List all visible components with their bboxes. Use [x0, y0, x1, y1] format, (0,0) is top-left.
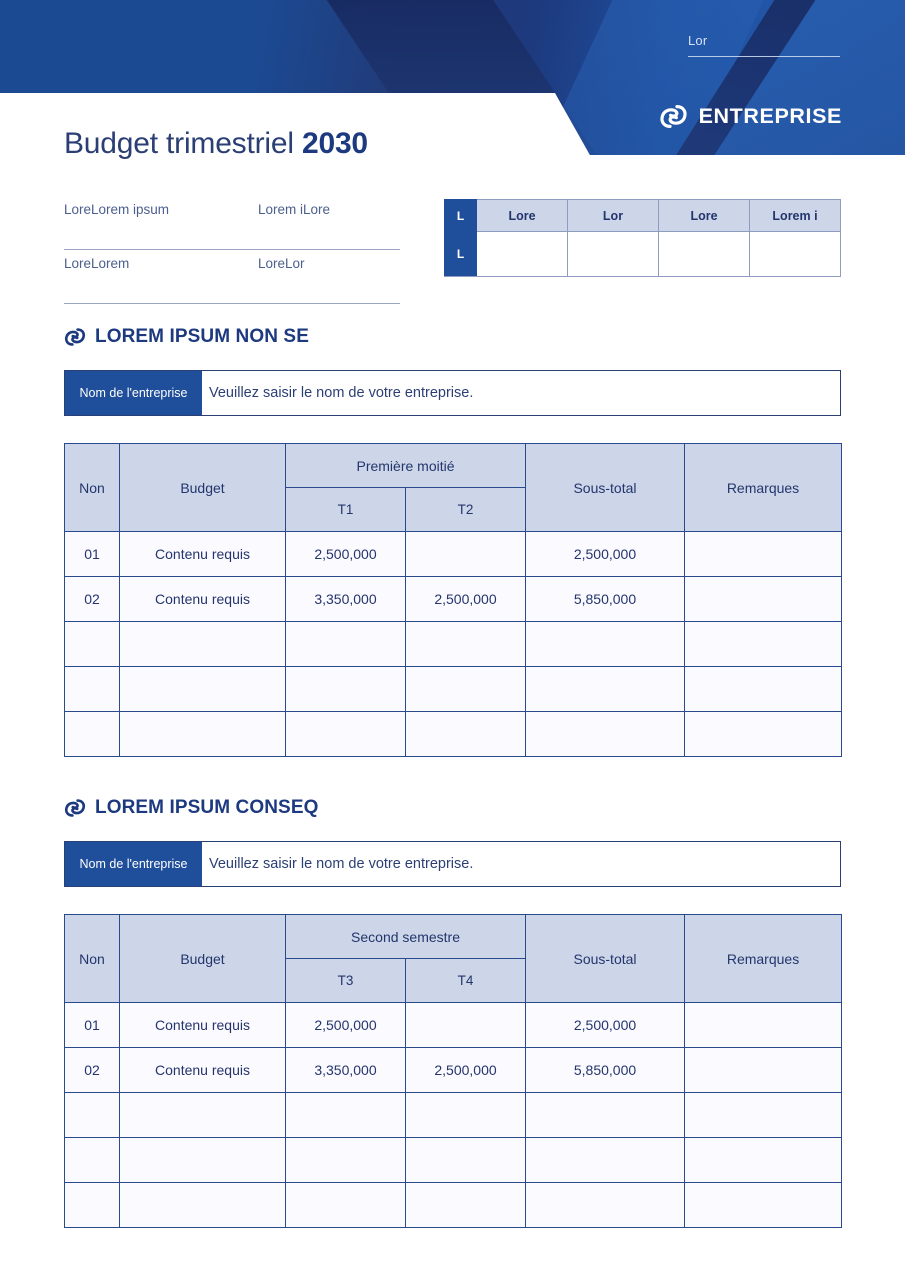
section-title-text: LOREM IPSUM CONSEQ [95, 797, 319, 818]
cell-non[interactable] [65, 1138, 120, 1183]
col-header-subtotal: Sous-total [526, 444, 685, 532]
mini-table-body-cell[interactable] [750, 232, 840, 276]
table-body [65, 1003, 842, 1228]
col-header-non: Non [65, 444, 120, 532]
table-header-row-top [65, 444, 842, 488]
info-field-underline [64, 303, 400, 304]
company-name-value[interactable]: Veuillez saisir le nom de votre entreprise. [202, 842, 840, 886]
info-field-row[interactable] [64, 250, 400, 304]
company-name-field[interactable] [64, 370, 841, 416]
cell-q1[interactable] [286, 622, 406, 667]
cell-q3[interactable] [286, 1138, 406, 1183]
info-field-label-right: Lorem iLore [258, 202, 331, 217]
mini-table-body-cell[interactable] [659, 232, 749, 276]
cell-q4[interactable] [406, 1093, 526, 1138]
page-title [64, 127, 368, 161]
cell-budget[interactable]: Contenu requis [120, 577, 286, 622]
mini-table-column [477, 199, 568, 276]
cell-q1[interactable]: 3,350,000 [286, 577, 406, 622]
cell-q4[interactable] [406, 1138, 526, 1183]
table-header-row-top [65, 915, 842, 959]
cell-remarks[interactable] [685, 1003, 842, 1048]
cell-q2[interactable]: 2,500,000 [406, 577, 526, 622]
col-header-remarks: Remarques [685, 915, 842, 1003]
cell-non[interactable]: 01 [65, 1003, 120, 1048]
cell-remarks[interactable] [685, 1093, 842, 1138]
header-input-field[interactable] [688, 33, 840, 57]
company-name-label: Nom de l'entreprise [65, 842, 202, 886]
col-header-q2: T2 [406, 488, 526, 532]
budget-table-first-half [64, 443, 842, 757]
mini-table-column [568, 199, 659, 276]
cell-remarks[interactable] [685, 712, 842, 757]
info-field-label-left: LoreLorem [64, 256, 130, 271]
cell-remarks[interactable] [685, 1048, 842, 1093]
cell-non[interactable] [65, 1183, 120, 1228]
col-header-budget: Budget [120, 444, 286, 532]
page-title-prefix: Budget trimestriel [64, 127, 302, 160]
section-title-text: LOREM IPSUM NON SE [95, 326, 309, 347]
col-header-budget: Budget [120, 915, 286, 1003]
col-header-group: Première moitié [286, 444, 526, 488]
brand-name-text: ENTREPRISE [698, 104, 842, 128]
mini-side-label: L [456, 208, 465, 223]
col-header-group: Second semestre [286, 915, 526, 959]
cell-q1[interactable] [286, 712, 406, 757]
cell-q1[interactable]: 2,500,000 [286, 532, 406, 577]
mini-table-header-cell: Lor [568, 199, 658, 232]
col-header-remarks: Remarques [685, 444, 842, 532]
cell-q4[interactable] [406, 1003, 526, 1048]
cell-subtotal[interactable] [526, 667, 685, 712]
company-name-field[interactable] [64, 841, 841, 887]
cell-non[interactable] [65, 712, 120, 757]
swirl-logo-icon [659, 102, 688, 131]
col-header-q3: T3 [286, 959, 406, 1003]
cell-subtotal[interactable] [526, 712, 685, 757]
cell-budget[interactable]: Contenu requis [120, 532, 286, 577]
col-header-q1: T1 [286, 488, 406, 532]
cell-q2[interactable] [406, 622, 526, 667]
cell-remarks[interactable] [685, 532, 842, 577]
mini-table-body-cell[interactable] [568, 232, 658, 276]
table-row [65, 622, 842, 667]
section-heading [64, 797, 841, 819]
budget-table-second-half [64, 914, 842, 1228]
header-field-underline [688, 56, 840, 57]
table-row [65, 532, 842, 577]
cell-non[interactable] [65, 622, 120, 667]
cell-q3[interactable]: 2,500,000 [286, 1003, 406, 1048]
mini-table-column [750, 199, 841, 276]
section-first-half [64, 326, 841, 757]
table-row [65, 1183, 842, 1228]
cell-subtotal[interactable] [526, 1138, 685, 1183]
mini-table-header-cell: Lore [477, 199, 567, 232]
cell-remarks[interactable] [685, 667, 842, 712]
table-row [65, 1093, 842, 1138]
table-row [65, 1003, 842, 1048]
cell-budget[interactable] [120, 622, 286, 667]
cell-subtotal[interactable] [526, 622, 685, 667]
cell-remarks[interactable] [685, 1183, 842, 1228]
table-body [65, 532, 842, 757]
swirl-logo-icon [64, 797, 86, 819]
cell-budget[interactable]: Contenu requis [120, 1003, 286, 1048]
table-header [65, 444, 842, 532]
cell-remarks[interactable] [685, 622, 842, 667]
cell-q2[interactable] [406, 667, 526, 712]
table-row [65, 1048, 842, 1093]
mini-table-column [659, 199, 750, 276]
swirl-logo-icon [64, 326, 86, 348]
cell-subtotal[interactable]: 2,500,000 [526, 1003, 685, 1048]
cell-subtotal[interactable] [526, 1093, 685, 1138]
summary-mini-table [444, 199, 841, 277]
cell-q2[interactable] [406, 532, 526, 577]
cell-q3[interactable] [286, 1093, 406, 1138]
cell-non[interactable] [65, 1093, 120, 1138]
cell-budget[interactable] [120, 1183, 286, 1228]
cell-subtotal[interactable]: 5,850,000 [526, 577, 685, 622]
cell-subtotal[interactable] [526, 1183, 685, 1228]
table-row [65, 712, 842, 757]
section-second-half [64, 797, 841, 1228]
page-title-year: 2030 [301, 127, 368, 160]
mini-table-header-cell: Lorem i [750, 199, 840, 232]
brand-logo [659, 102, 842, 131]
cell-non[interactable]: 02 [65, 577, 120, 622]
company-name-value[interactable]: Veuillez saisir le nom de votre entreprise. [202, 371, 840, 415]
cell-remarks[interactable] [685, 1138, 842, 1183]
cell-subtotal[interactable]: 2,500,000 [526, 532, 685, 577]
cell-budget[interactable] [120, 1138, 286, 1183]
cell-q4[interactable] [406, 1183, 526, 1228]
cell-q3[interactable]: 3,350,000 [286, 1048, 406, 1093]
cell-q2[interactable] [406, 712, 526, 757]
cell-budget[interactable] [120, 667, 286, 712]
mini-table-side-column [444, 199, 477, 276]
header-field-value: Lor [688, 33, 708, 48]
cell-non[interactable]: 02 [65, 1048, 120, 1093]
mini-table-body-cell[interactable] [477, 232, 567, 276]
table-row [65, 667, 842, 712]
mini-table-header-cell: Lore [659, 199, 749, 232]
cell-remarks[interactable] [685, 577, 842, 622]
cell-budget[interactable] [120, 1093, 286, 1138]
cell-subtotal[interactable]: 5,850,000 [526, 1048, 685, 1093]
section-heading [64, 326, 841, 348]
cell-q4[interactable]: 2,500,000 [406, 1048, 526, 1093]
cell-budget[interactable] [120, 712, 286, 757]
col-header-non: Non [65, 915, 120, 1003]
info-field-row[interactable] [64, 196, 400, 250]
cell-non[interactable]: 01 [65, 532, 120, 577]
mini-side-label: L [456, 247, 465, 261]
col-header-subtotal: Sous-total [526, 915, 685, 1003]
table-header [65, 915, 842, 1003]
cell-q3[interactable] [286, 1183, 406, 1228]
info-field-label-left: LoreLorem ipsum [64, 202, 170, 217]
table-row [65, 577, 842, 622]
col-header-q4: T4 [406, 959, 526, 1003]
table-row [65, 1138, 842, 1183]
mini-table-grid [477, 199, 841, 276]
info-fields-block [64, 196, 400, 304]
company-name-label: Nom de l'entreprise [65, 371, 202, 415]
cell-budget[interactable]: Contenu requis [120, 1048, 286, 1093]
cell-q1[interactable] [286, 667, 406, 712]
info-field-label-right: LoreLor [258, 256, 305, 271]
cell-non[interactable] [65, 667, 120, 712]
